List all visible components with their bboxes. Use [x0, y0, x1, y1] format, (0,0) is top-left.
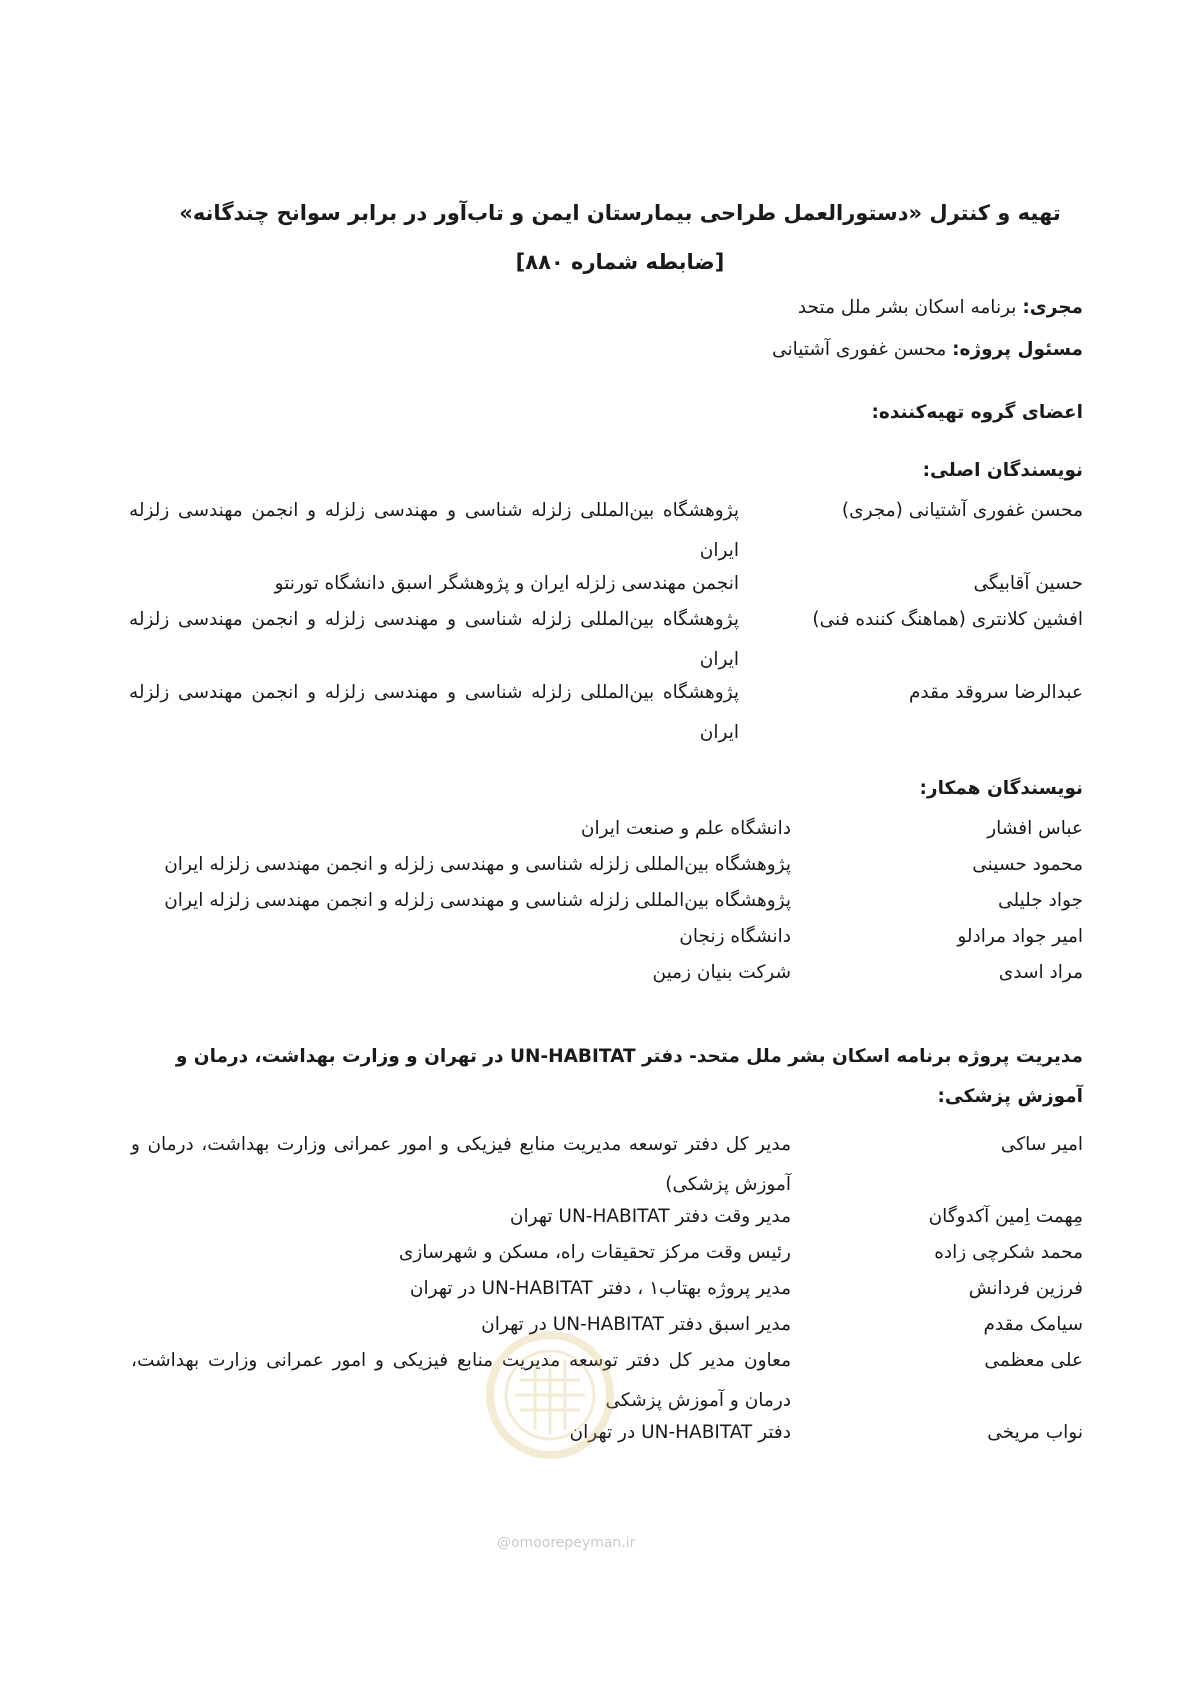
- project-lead-line: [123, 335, 1083, 365]
- author-affiliation: پژوهشگاه بین‌المللی زلزله شناسی و مهندسی زلزله و انجمن مهندسی زلزله ایران: [129, 609, 739, 670]
- author-name: عبدالرضا سروقد مقدم: [908, 682, 1083, 703]
- coauthor-affiliation: دانشگاه علم و صنعت ایران: [580, 818, 791, 839]
- author-affiliation: انجمن مهندسی زلزله ایران و پژوهشگر اسبق دانشگاه تورنتو: [274, 573, 739, 594]
- manager-role: مدیر اسبق دفتر UN-HABITAT در تهران: [481, 1314, 791, 1335]
- coauthor-affiliation: پژوهشگاه بین‌المللی زلزله شناسی و مهندسی زلزله و انجمن مهندسی زلزله ایران: [164, 890, 791, 911]
- author-name: حسین آقابیگی: [973, 573, 1083, 594]
- watermark-text: @omoorepeyman.ir: [497, 1535, 636, 1551]
- watermark-seal-icon: [485, 1330, 615, 1460]
- author-name: محسن غفوری آشتیانی (مجری): [841, 500, 1083, 521]
- coauthor-name: محمود حسینی: [972, 854, 1083, 875]
- coauthor-name: مراد اسدی: [998, 962, 1083, 983]
- executor-line: [123, 293, 1083, 323]
- author-affiliation: پژوهشگاه بین‌المللی زلزله شناسی و مهندسی زلزله و انجمن مهندسی زلزله ایران: [129, 682, 739, 743]
- executor-label: مجری:: [1022, 297, 1083, 318]
- coauthor-name: امیر جواد مرادلو: [957, 926, 1083, 947]
- project-lead-label: مسئول پروژه:: [952, 339, 1083, 360]
- management-heading: مدیریت پروژه برنامه اسکان بشر ملل متحد- دفتر UN-HABITAT در تهران و وزارت بهداشت، درمان و آموزش پزشکی:: [175, 1046, 1083, 1107]
- manager-name: امیر ساکی: [1000, 1134, 1083, 1155]
- project-lead-value: محسن غفوری آشتیانی: [772, 339, 953, 360]
- manager-name: محمد شکرچی زاده: [934, 1242, 1083, 1263]
- manager-name: مِهمت اِمین آکدوگان: [928, 1206, 1083, 1227]
- manager-role: رئیس وقت مرکز تحقیقات راه، مسکن و شهرسازی: [398, 1242, 791, 1263]
- group-heading: اعضای گروه تهیه‌کننده:: [871, 402, 1083, 423]
- manager-role: مدیر وقت دفتر UN-HABITAT تهران: [509, 1206, 791, 1227]
- document-title: تهیه و کنترل «دستورالعمل طراحی بیمارستان ایمن و تاب‌آور در برابر سوانح چندگانه»: [179, 201, 1061, 225]
- manager-role: مدیر پروژه بهتاب۱ ، دفتر UN-HABITAT در تهران: [409, 1278, 791, 1299]
- main-authors-heading: نویسندگان اصلی:: [922, 460, 1083, 481]
- author-affiliation: پژوهشگاه بین‌المللی زلزله شناسی و مهندسی زلزله و انجمن مهندسی زلزله ایران: [129, 500, 739, 561]
- coauthor-affiliation: دانشگاه زنجان: [679, 926, 791, 947]
- manager-name: نواب مریخی: [987, 1422, 1083, 1443]
- manager-role: دفتر UN-HABITAT در تهران: [569, 1422, 791, 1443]
- coauthor-affiliation: پژوهشگاه بین‌المللی زلزله شناسی و مهندسی زلزله و انجمن مهندسی زلزله ایران: [164, 854, 791, 875]
- manager-name: سیامک مقدم: [983, 1314, 1083, 1335]
- executor-value: برنامه اسکان بشر ملل متحد: [797, 297, 1023, 318]
- coauthor-name: جواد جلیلی: [998, 890, 1083, 911]
- coauthor-name: عباس افشار: [987, 818, 1083, 839]
- manager-role: معاون مدیر کل دفتر توسعه مدیریت منابع فیزیکی و امور عمرانی وزارت بهداشت، درمان و آموزش پزشکی: [131, 1350, 791, 1411]
- co-authors-heading: نویسندگان همکار:: [919, 778, 1083, 799]
- coauthor-affiliation: شرکت بنیان زمین: [652, 962, 791, 983]
- manager-name: علی معظمی: [984, 1350, 1083, 1371]
- manager-name: فرزین فردانش: [968, 1278, 1083, 1299]
- standard-number: [ضابطه شماره ۸۸۰]: [515, 250, 725, 274]
- author-name: افشین کلانتری (هماهنگ کننده فنی): [812, 609, 1083, 630]
- manager-role: مدیر کل دفتر توسعه مدیریت منابع فیزیکی و امور عمرانی وزارت بهداشت، درمان و آموزش پزشکی): [131, 1134, 791, 1195]
